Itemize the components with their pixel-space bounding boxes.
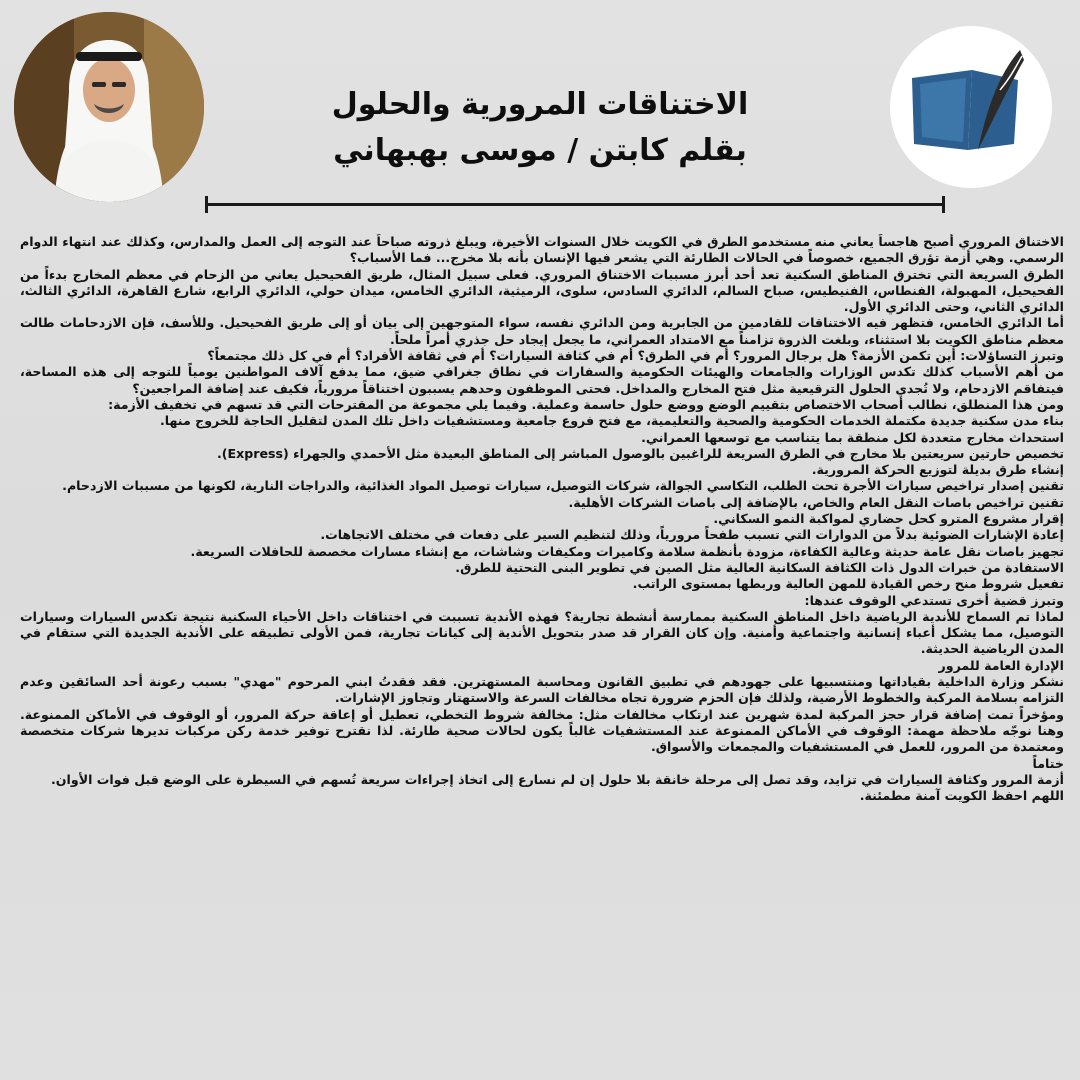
title-divider <box>205 203 945 206</box>
author-photo <box>14 12 204 202</box>
paragraph: الإدارة العامة للمرور <box>938 657 1064 673</box>
divider-cap-left <box>205 196 208 213</box>
paragraph: تخصيص حارتين سريعتين بلا مخارج في الطرق السريعة للراغبين بالوصول المباشر إلى المناطق البعيدة مثل الأحمدي والجهراء (Express). <box>216 445 1064 461</box>
paragraph: تجهيز باصات نقل عامة حديثة وعالية الكفاءة، مزودة بأنظمة سلامة وكاميرات ومكيفات وشاشات، مع إنشاء مسارات مخصصة للحافلات السريعة. <box>190 543 1064 559</box>
paragraph: الطرق السريعة التي تخترق المناطق السكنية تعد أحد أبرز مسببات الاختناق المروري. فعلى سبيل المثال، طريق الفحيحيل يعاني من الزحام في معظم المخارج بدءاً من الفحيحيل، المهبولة، الفنطاس، الفنيطيس، صباح السالم، الدائري السادس، سلوى، الرميثية، الدائري الخامس، ميدان حولي، الدائري الرابع، شارع القاهرة، الدائري الثالث، الدائري الثاني، وحتى الدائري الأول. <box>20 266 1064 315</box>
paragraph: بناء مدن سكنية جديدة مكتملة الخدمات الحكومية والصحية والتعليمية، مع فتح فروع جامعية ومستشفيات داخل تلك المدن لتقليل الحاجة للخروج منها. <box>159 413 1064 429</box>
paragraph: إقرار مشروع المترو كحل حضاري لمواكبة النمو السكاني. <box>713 511 1064 527</box>
title-line-1: الاختناقات المرورية والحلول <box>331 87 749 122</box>
paragraph: ختاماً <box>1032 755 1064 771</box>
paragraph: تقنين تراخيص باصات النقل العام والخاص، بالإضافة إلى باصات الشركات الأهلية. <box>568 494 1064 510</box>
paragraph: تقنين إصدار تراخيص سيارات الأجرة تحت الطلب، التكاسي الجوالة، شركات التوصيل، سيارات توصيل المواد الغذائية، والدراجات النارية، لكونها من مسببات الازدحام. <box>62 478 1064 494</box>
paragraph: اللهم احفظ الكويت آمنة مطمئنة. <box>859 788 1064 804</box>
paragraph: أما الدائري الخامس، فتظهر فيه الاختناقات للقادمين من الجابرية ومن الدائري نفسه، سواء المتوجهين إلى بيان أو إلى طريق الفحيحيل. وللأسف، فإن الازدحامات طالت معظم مناطق الكويت بلا استثناء، وبلغت الذروة تزامناً مع الامتداد العمراني، ما يجعل إيجاد حل جذري أمراً ملحاً. <box>20 315 1064 347</box>
paragraph: وتبرز التساؤلات: أين تكمن الأزمة؟ هل برجال المرور؟ أم في الطرق؟ أم في كثافة السيارات؟ أم في ثقافة الأفراد؟ أم في كل ذلك مجتمعاً؟ <box>207 348 1064 364</box>
book-quill-icon <box>890 26 1052 188</box>
paragraph: أزمة المرور وكثافة السيارات في تزايد، وقد تصل إلى مرحلة خانقة بلا حلول إن لم نسارع إلى اتخاذ إجراءات سريعة تُسهم في السيطرة على الوضع قبل فوات الأوان. <box>51 771 1064 787</box>
paragraph: لماذا تم السماح للأندية الرياضية داخل المناطق السكنية بممارسة أنشطة تجارية؟ فهذه الأندية تسببت في اختناقات داخل الأحياء السكنية نتيجة تكدس السيارات وسيارات التوصيل، مما يشكل أعباء إنسانية واجتماعية وأمنية. وإن كان القرار قد صدر بتحويل الأندية إلى كيانات تجارية، فمن الأولى تطبيقه على الأندية الجديدة التي ستقام في المدن الرياضية الحديثة. <box>20 608 1064 657</box>
article-body <box>20 234 1064 1064</box>
paragraph: نشكر وزارة الداخلية بقياداتها ومنتسبيها على جهودهم في تطبيق القانون ومحاسبة المستهترين. فقد فقدتُ ابني المرحوم "مهدي" بسبب رعونة أحد السائقين وعدم التزامه بسلامة المركبة والخطوط الأرضية، ولذلك فإن الحزم ضرورة تجاه مخالفات السرعة والاستهتار وتجاوز الإشارات. <box>20 674 1064 706</box>
paragraph: إنشاء طرق بديلة لتوزيع الحركة المرورية. <box>811 462 1064 478</box>
divider-cap-right <box>942 196 945 213</box>
publisher-logo <box>890 26 1052 188</box>
paragraph: ومؤخراً تمت إضافة قرار حجز المركبة لمدة شهرين عند ارتكاب مخالفات مثل: مخالفة شروط التخطي، تعطيل أو إعاقة حركة المرور، أو الوقوف في الأماكن الممنوعة. وهنا نوجّه ملاحظة مهمة: الوقوف في الأماكن الممنوعة عند المستشفيات غالباً يكون لحالات صحية طارئة. لذا نقترح توفير خدمة ركن مركبات تديرها شركات متخصصة ومعتمدة من المرور، للعمل في المستشفيات والمجمعات والأسواق. <box>20 706 1064 755</box>
paragraph: الاختناق المروري أصبح هاجساً يعاني منه مستخدمو الطرق في الكويت خلال السنوات الأخيرة، ويبلغ ذروته صباحاً عند التوجه إلى العمل والمدارس، وكذلك عند انتهاء الدوام الرسمي. وهي أزمة تؤرق الجميع، خصوصاً في الحالات الطارئة التي يشعر فيها الإنسان بأنه بلا مخرج... فما الأسباب؟ <box>20 234 1064 266</box>
paragraph: إعادة الإشارات الضوئية بدلاً من الدوارات التي تسبب طفحاً مرورياً، وذلك لتنظيم السير على دفعات في مختلف الاتجاهات. <box>320 527 1064 543</box>
author-portrait-icon <box>14 12 204 202</box>
paragraph: الاستفادة من خبرات الدول ذات الكثافة السكانية العالية مثل الصين في تطوير البنى التحتية للطرق. <box>455 559 1064 575</box>
paragraph: تفعيل شروط منح رخص القيادة للمهن العالية وربطها بمستوى الراتب. <box>632 576 1064 592</box>
paragraph: ومن هذا المنطلق، نطالب أصحاب الاختصاص بتقييم الوضع ووضع حلول حاسمة وعملية. وفيما يلي مجموعة من المقترحات التي قد تسهم في تخفيف الأزمة: <box>108 396 1064 412</box>
article-title <box>260 82 820 174</box>
author-byline: بقلم كابتن / موسى بهبهاني <box>333 133 747 168</box>
paragraph: من أهم الأسباب كذلك تكدس الوزارات والجامعات والهيئات الحكومية والسفارات في نطاق جغرافي ضيق، مما يدفع آلاف المواطنين يومياً للتوجه إلى هذه المساحة، فيتفاقم الازدحام، ولا تُجدي الحلول الترقيعية مثل فتح المخارج والمداخل. فحتى الموظفون وحدهم يسببون اختناقاً مرورياً، فكيف عند إضافة المراجعين؟ <box>20 364 1064 396</box>
paragraph: استحداث مخارج متعددة لكل منطقة بما يتناسب مع توسعها العمراني. <box>641 429 1064 445</box>
paragraph: وتبرز قضية أخرى تستدعي الوقوف عندها: <box>804 592 1064 608</box>
